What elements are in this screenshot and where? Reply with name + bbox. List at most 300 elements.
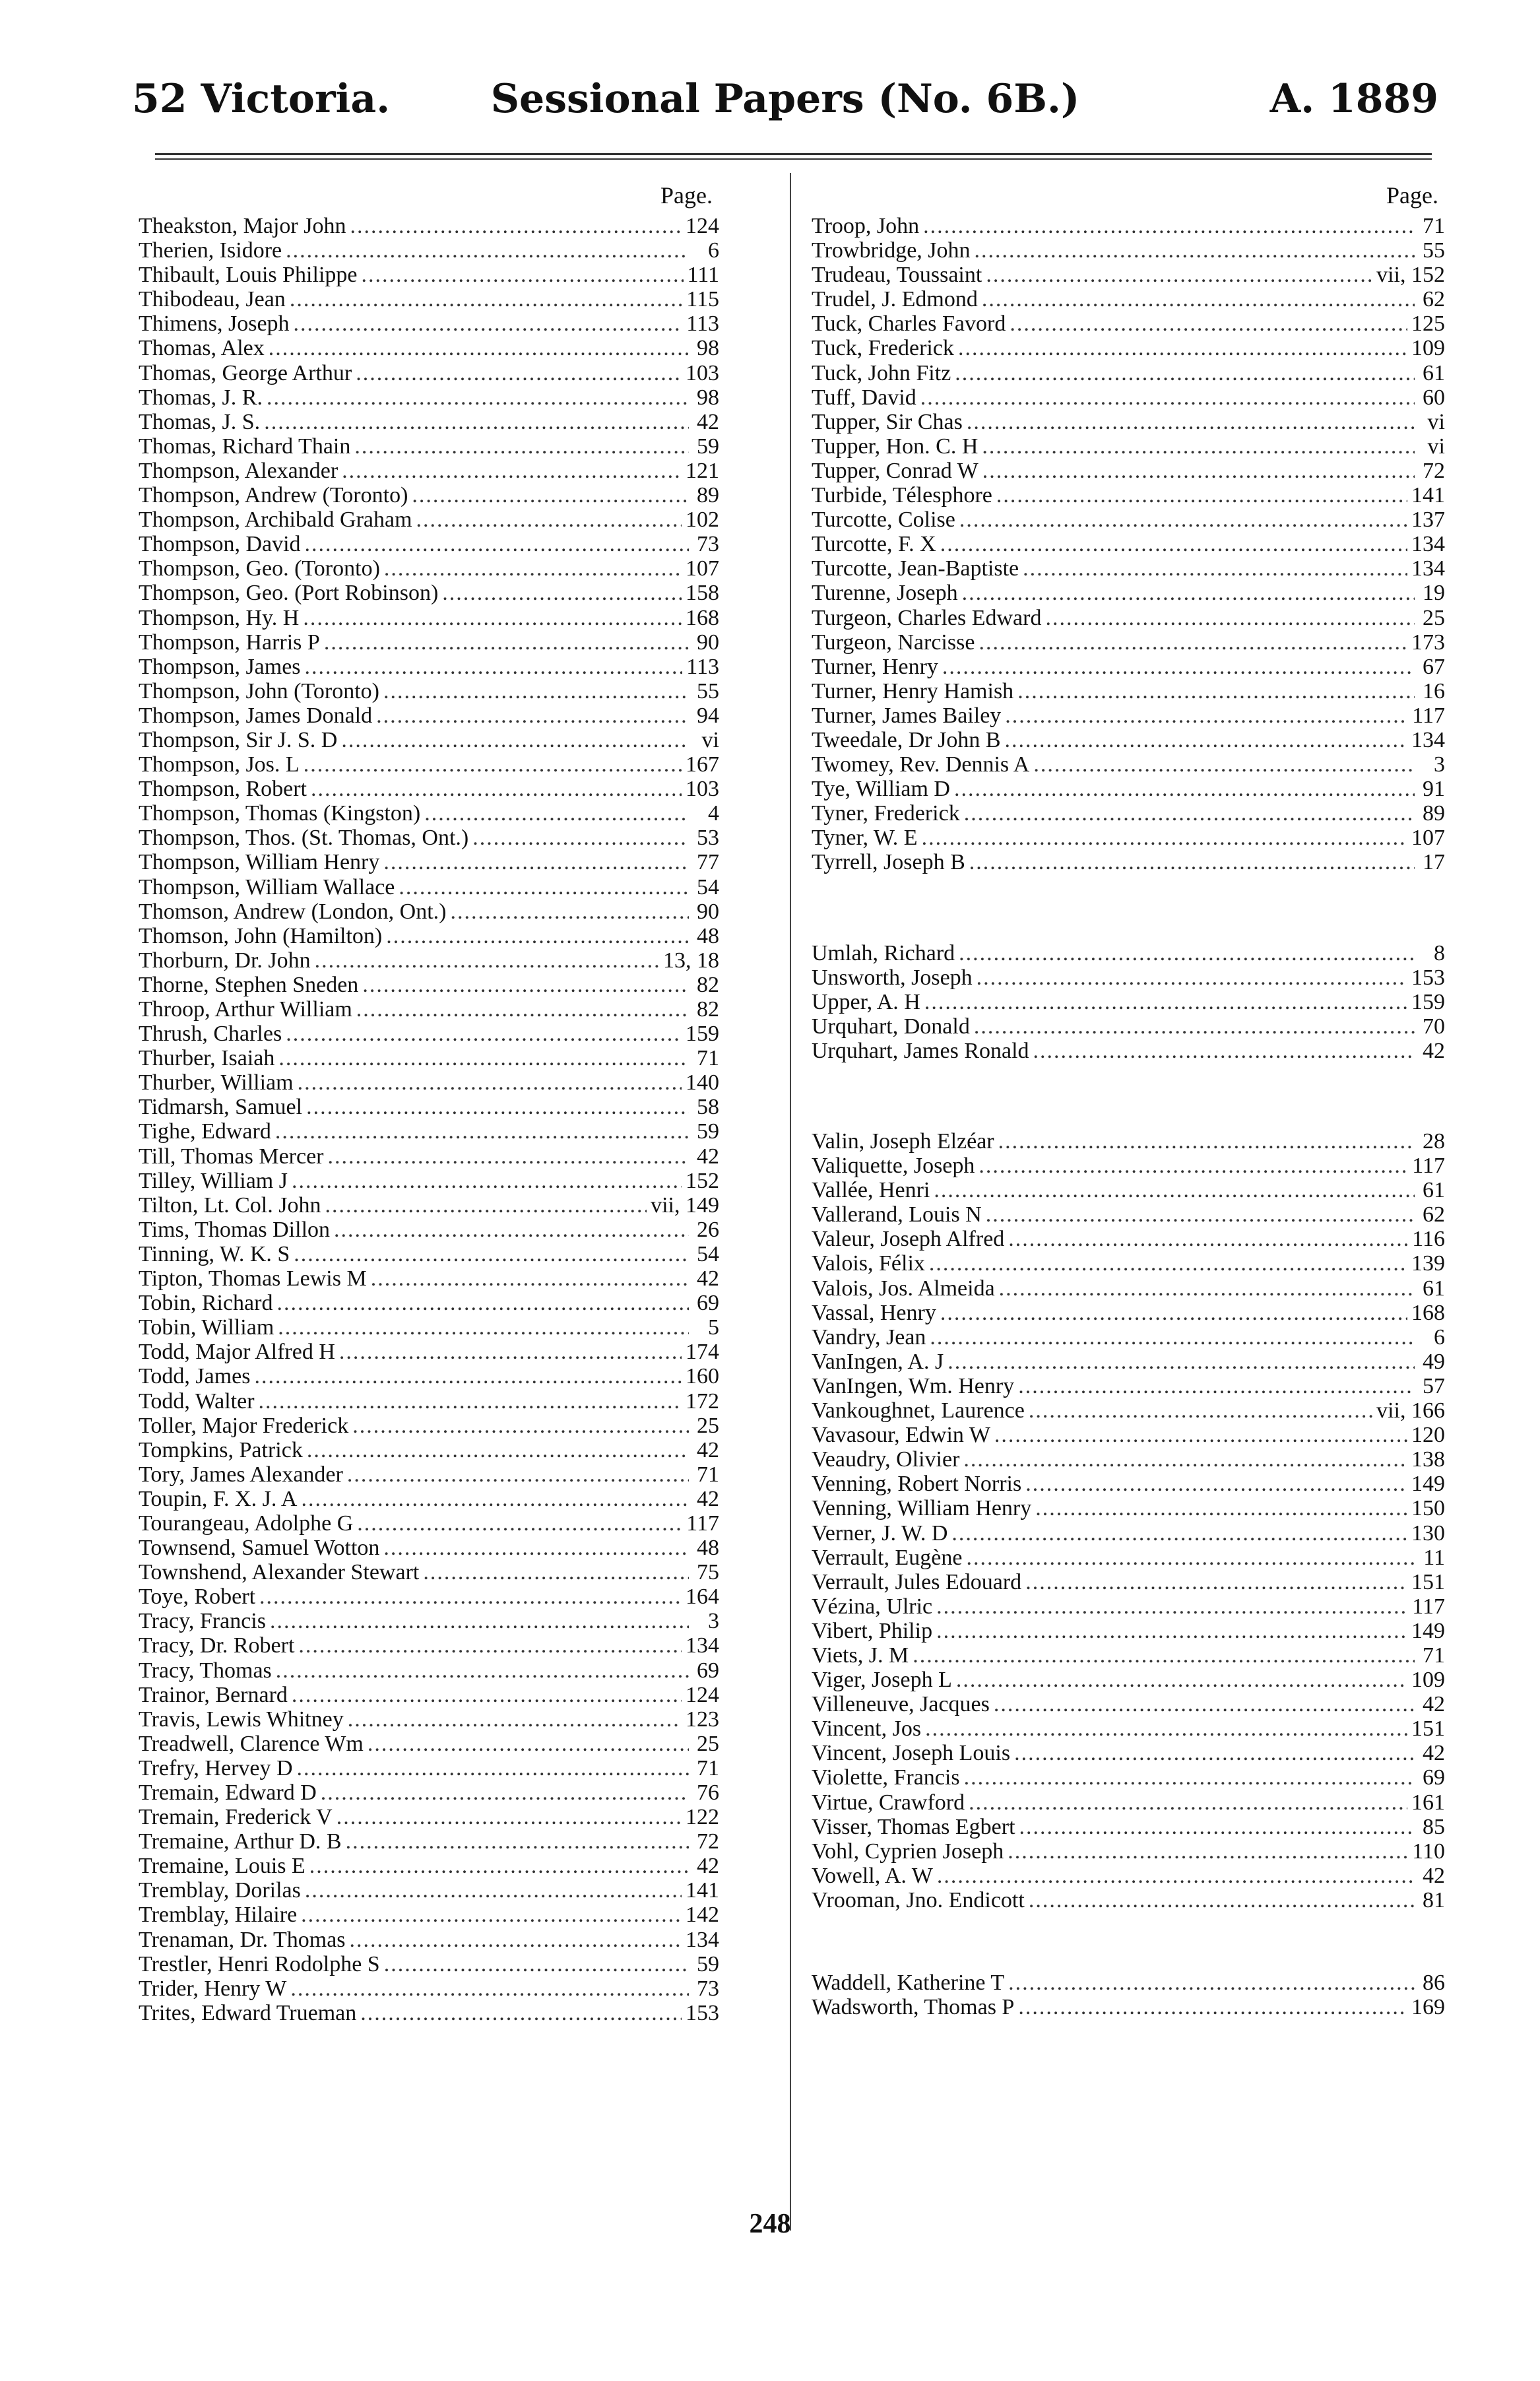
entry-page: 110 bbox=[1412, 1839, 1445, 1864]
index-entry bbox=[139, 973, 719, 997]
dot-leader bbox=[412, 483, 689, 507]
entry-name: Venning, Robert Norris bbox=[812, 1472, 1022, 1497]
index-entry bbox=[812, 336, 1445, 360]
entry-name: Thompson, Thos. (St. Thomas, Ont.) bbox=[139, 826, 469, 851]
page-number: 248 bbox=[749, 2209, 791, 2239]
dot-leader bbox=[384, 556, 682, 581]
index-entry bbox=[812, 1716, 1445, 1741]
group-gap bbox=[812, 1912, 1445, 1971]
entry-name: Tuck, Charles Favord bbox=[812, 311, 1006, 337]
entry-name: Vowell, A. W bbox=[812, 1863, 933, 1888]
entry-page: 69 bbox=[697, 1658, 719, 1683]
entry-name: Valeur, Joseph Alfred bbox=[812, 1227, 1005, 1252]
index-entry bbox=[139, 287, 719, 311]
entry-name: Vandry, Jean bbox=[812, 1324, 926, 1350]
dot-leader bbox=[357, 1511, 682, 1536]
index-entry bbox=[812, 410, 1445, 434]
index-entry bbox=[139, 556, 719, 581]
dot-leader bbox=[278, 1315, 689, 1340]
index-entry bbox=[139, 1584, 719, 1609]
entry-page: 168 bbox=[1411, 1300, 1445, 1325]
entry-page: 103 bbox=[686, 777, 719, 802]
index-entry bbox=[812, 1570, 1445, 1594]
index-entry bbox=[812, 703, 1445, 728]
entry-page: 125 bbox=[1411, 311, 1445, 337]
dot-leader bbox=[309, 1854, 689, 1878]
index-entry bbox=[139, 263, 719, 287]
dot-leader bbox=[294, 1242, 689, 1266]
dot-leader bbox=[955, 361, 1415, 385]
entry-name: Turner, James Bailey bbox=[812, 703, 1002, 728]
entry-page: 54 bbox=[697, 874, 719, 899]
index-entry bbox=[812, 1301, 1445, 1325]
entry-name: Tilton, Lt. Col. John bbox=[139, 1192, 321, 1218]
entry-page: vii, 149 bbox=[651, 1192, 719, 1218]
index-entry bbox=[139, 752, 719, 777]
entry-page: 122 bbox=[686, 1805, 719, 1830]
dot-leader bbox=[922, 826, 1407, 850]
entry-name: Thibault, Louis Philippe bbox=[139, 263, 358, 288]
index-entry bbox=[139, 361, 719, 385]
index-entry bbox=[139, 1854, 719, 1878]
entry-name: Twomey, Rev. Dennis A bbox=[812, 752, 1030, 777]
entry-page: 90 bbox=[697, 630, 719, 655]
entry-page: 3 bbox=[1434, 752, 1445, 777]
index-entry bbox=[139, 630, 719, 655]
index-entry bbox=[812, 1276, 1445, 1301]
index-entry bbox=[812, 1202, 1445, 1227]
dot-leader bbox=[255, 1364, 682, 1388]
dot-leader bbox=[423, 1560, 689, 1584]
entry-page: 49 bbox=[1423, 1349, 1445, 1374]
dot-leader bbox=[1025, 1570, 1407, 1594]
dot-leader bbox=[1033, 752, 1415, 777]
entry-page: 71 bbox=[697, 1755, 719, 1780]
entry-name: Turner, Henry bbox=[812, 654, 938, 679]
dot-leader bbox=[1018, 1995, 1407, 2019]
entry-name: Thompson, John (Toronto) bbox=[139, 678, 379, 703]
dot-leader bbox=[1010, 311, 1407, 336]
entry-page: 62 bbox=[1423, 287, 1445, 312]
entry-page: 160 bbox=[686, 1364, 719, 1389]
dot-leader bbox=[383, 850, 689, 874]
entry-name: Umlah, Richard bbox=[812, 940, 955, 965]
group-gap bbox=[812, 1063, 1445, 1129]
dot-leader bbox=[956, 1668, 1407, 1692]
entry-name: Tobin, William bbox=[139, 1315, 274, 1340]
entry-page: 73 bbox=[697, 1976, 719, 2001]
index-entry bbox=[812, 1765, 1445, 1790]
entry-name: Tuck, John Fitz bbox=[812, 360, 951, 385]
entry-name: Thompson, James Donald bbox=[139, 703, 373, 728]
header-rule-thin bbox=[155, 158, 1432, 160]
entry-name: Thomas, J. R. bbox=[139, 385, 263, 410]
entry-page: 62 bbox=[1423, 1202, 1445, 1227]
entry-page: 17 bbox=[1423, 850, 1445, 875]
left-index-column bbox=[139, 177, 719, 2025]
entry-name: Tremaine, Arthur D. B bbox=[139, 1829, 342, 1854]
index-entry bbox=[812, 1839, 1445, 1864]
entry-page: 159 bbox=[686, 1022, 719, 1047]
index-entry bbox=[812, 1227, 1445, 1251]
entry-page: 113 bbox=[686, 654, 719, 679]
dot-leader bbox=[977, 965, 1407, 990]
entry-name: Trainor, Bernard bbox=[139, 1682, 288, 1707]
dot-leader bbox=[321, 1780, 689, 1805]
index-entry bbox=[139, 1242, 719, 1266]
index-entry bbox=[139, 1903, 719, 1927]
index-entry bbox=[139, 238, 719, 263]
dot-leader bbox=[974, 1014, 1415, 1039]
entry-page: 139 bbox=[1411, 1251, 1445, 1276]
index-entry bbox=[139, 1022, 719, 1046]
dot-leader bbox=[996, 483, 1407, 507]
entry-name: Tremain, Frederick V bbox=[139, 1805, 333, 1830]
index-entry bbox=[139, 1829, 719, 1854]
entry-name: Theakston, Major John bbox=[139, 214, 346, 238]
dot-leader bbox=[350, 1928, 682, 1952]
entry-page: 59 bbox=[697, 434, 719, 459]
index-entry bbox=[812, 606, 1445, 630]
index-entry bbox=[139, 1487, 719, 1511]
dot-leader bbox=[1008, 1971, 1415, 1995]
entry-name: Turner, Henry Hamish bbox=[812, 678, 1014, 703]
entry-name: Tipton, Thomas Lewis M bbox=[139, 1266, 367, 1291]
index-entry bbox=[812, 1864, 1445, 1888]
dot-leader bbox=[472, 826, 689, 850]
dot-leader bbox=[442, 581, 682, 605]
entry-page: 42 bbox=[1423, 1741, 1445, 1766]
dot-leader bbox=[416, 507, 682, 532]
entry-name: Upper, A. H bbox=[812, 989, 920, 1014]
entry-name: Tory, James Alexander bbox=[139, 1462, 343, 1487]
dot-leader bbox=[267, 385, 689, 410]
entry-page: 61 bbox=[1423, 360, 1445, 385]
index-entry bbox=[812, 1178, 1445, 1202]
index-entry bbox=[139, 1462, 719, 1487]
dot-leader bbox=[954, 777, 1415, 801]
dot-leader bbox=[929, 1251, 1407, 1276]
entry-name: Tracy, Dr. Robert bbox=[139, 1633, 295, 1658]
entry-name: Townsend, Samuel Wotton bbox=[139, 1536, 380, 1561]
index-entry bbox=[139, 1438, 719, 1462]
entry-name: Urquhart, James Ronald bbox=[812, 1038, 1029, 1063]
entry-page: 59 bbox=[697, 1119, 719, 1144]
entry-page: 73 bbox=[697, 532, 719, 557]
index-entry bbox=[812, 556, 1445, 581]
entry-name: Tremain, Edward D bbox=[139, 1780, 317, 1805]
entry-page: 152 bbox=[686, 1168, 719, 1193]
entry-page: 174 bbox=[686, 1340, 719, 1365]
entry-name: Venning, William Henry bbox=[812, 1496, 1032, 1521]
entry-name: Tyner, W. E bbox=[812, 826, 918, 851]
index-entry bbox=[812, 1790, 1445, 1815]
index-entry bbox=[139, 679, 719, 703]
index-entry bbox=[812, 1398, 1445, 1423]
dot-leader bbox=[361, 263, 683, 287]
entry-name: Thurber, Isaiah bbox=[139, 1046, 275, 1071]
entry-page: 172 bbox=[686, 1388, 719, 1414]
entry-page: 164 bbox=[686, 1584, 719, 1610]
entry-page: 55 bbox=[697, 678, 719, 703]
entry-page: 69 bbox=[1423, 1765, 1445, 1790]
dot-leader bbox=[967, 410, 1415, 434]
entry-page: 109 bbox=[1411, 1668, 1445, 1693]
dot-leader bbox=[292, 1683, 682, 1707]
entry-page: 25 bbox=[1423, 605, 1445, 630]
entry-name: Tremaine, Louis E bbox=[139, 1854, 305, 1879]
entry-page: 59 bbox=[697, 1951, 719, 1976]
dot-leader bbox=[259, 1584, 682, 1609]
index-entry bbox=[139, 1266, 719, 1291]
entry-name: Turcotte, F. X bbox=[812, 532, 936, 557]
entry-page: 173 bbox=[1411, 630, 1445, 655]
entry-page: 134 bbox=[1411, 727, 1445, 752]
index-entry bbox=[812, 679, 1445, 703]
dot-leader bbox=[348, 1707, 682, 1732]
entry-page: 25 bbox=[697, 1731, 719, 1756]
entry-page: 137 bbox=[1411, 507, 1445, 533]
index-entry bbox=[812, 1521, 1445, 1546]
header-year: A. 1889 bbox=[1269, 76, 1438, 122]
entry-page: 150 bbox=[1411, 1496, 1445, 1521]
right-index-column bbox=[812, 177, 1445, 2019]
dot-leader bbox=[290, 287, 682, 311]
entry-name: Turenne, Joseph bbox=[812, 581, 958, 606]
entry-name: Tyner, Frederick bbox=[812, 801, 960, 826]
index-entry bbox=[812, 434, 1445, 459]
index-entry bbox=[139, 1315, 719, 1340]
index-entry bbox=[812, 728, 1445, 752]
entry-name: Trestler, Henri Rodolphe S bbox=[139, 1951, 380, 1976]
dot-leader bbox=[999, 1276, 1415, 1301]
entry-name: Vibert, Philip bbox=[812, 1618, 933, 1643]
dot-leader bbox=[982, 434, 1415, 459]
dot-leader bbox=[259, 1389, 682, 1414]
dot-leader bbox=[371, 1266, 689, 1291]
entry-page: 98 bbox=[697, 385, 719, 410]
index-entry bbox=[812, 1154, 1445, 1178]
entry-name: Toupin, F. X. J. A bbox=[139, 1486, 298, 1511]
dot-leader bbox=[327, 1144, 689, 1169]
entry-page: 81 bbox=[1423, 1887, 1445, 1912]
dot-leader bbox=[346, 1829, 689, 1854]
entry-name: Valois, Félix bbox=[812, 1251, 925, 1276]
dot-leader bbox=[936, 1619, 1407, 1643]
index-entry bbox=[812, 507, 1445, 532]
dot-leader bbox=[305, 655, 683, 679]
dot-leader bbox=[294, 311, 683, 336]
dot-leader bbox=[307, 1438, 689, 1462]
index-entry bbox=[812, 311, 1445, 336]
entry-page: 82 bbox=[697, 997, 719, 1022]
index-entry bbox=[139, 948, 719, 973]
entry-name: Therien, Isidore bbox=[139, 238, 282, 263]
dot-leader bbox=[930, 1325, 1415, 1350]
entry-page: vi bbox=[1427, 409, 1445, 434]
dot-leader bbox=[951, 1521, 1407, 1546]
index-entry bbox=[139, 1658, 719, 1683]
entry-name: Virtue, Crawford bbox=[812, 1790, 965, 1815]
index-entry bbox=[139, 1340, 719, 1364]
index-entry bbox=[139, 2001, 719, 2025]
entry-name: Thompson, Archibald Graham bbox=[139, 507, 412, 533]
dot-leader bbox=[979, 630, 1407, 655]
dot-leader bbox=[966, 1546, 1415, 1570]
index-entry bbox=[812, 532, 1445, 556]
index-entry bbox=[139, 606, 719, 630]
entry-name: Trudeau, Toussaint bbox=[812, 263, 982, 288]
entry-name: Visser, Thomas Egbert bbox=[812, 1814, 1015, 1839]
index-entry bbox=[812, 1472, 1445, 1496]
index-entry bbox=[139, 1070, 719, 1095]
entry-page: 5 bbox=[708, 1315, 719, 1340]
entry-name: Vallée, Henri bbox=[812, 1178, 930, 1203]
entry-page: 42 bbox=[697, 1144, 719, 1169]
index-entry bbox=[812, 965, 1445, 990]
entry-page: 55 bbox=[1423, 238, 1445, 263]
index-entry bbox=[812, 826, 1445, 850]
entry-page: 42 bbox=[1423, 1038, 1445, 1063]
entry-name: Violette, Francis bbox=[812, 1765, 960, 1790]
dot-leader bbox=[1014, 1741, 1415, 1765]
entry-page: 48 bbox=[697, 923, 719, 948]
dot-leader bbox=[292, 1169, 682, 1193]
dot-leader bbox=[1029, 1888, 1415, 1912]
entry-page: 61 bbox=[1423, 1178, 1445, 1203]
dot-leader bbox=[324, 630, 689, 655]
dot-leader bbox=[270, 1609, 689, 1633]
entry-name: Thompson, Alexander bbox=[139, 458, 338, 483]
index-entry bbox=[812, 655, 1445, 679]
entry-page: 107 bbox=[686, 556, 719, 581]
entry-page: 140 bbox=[686, 1070, 719, 1095]
header-session: 52 Victoria. bbox=[132, 76, 391, 122]
dot-leader bbox=[356, 361, 682, 385]
dot-leader bbox=[920, 385, 1415, 410]
entry-page: 98 bbox=[697, 336, 719, 361]
dot-leader bbox=[275, 1119, 689, 1144]
entry-name: Turcotte, Colise bbox=[812, 507, 955, 533]
index-entry bbox=[812, 1546, 1445, 1570]
dot-leader bbox=[376, 703, 689, 728]
index-entry bbox=[812, 1447, 1445, 1472]
dot-leader bbox=[306, 1095, 689, 1119]
index-entry bbox=[139, 1780, 719, 1805]
entry-name: Thomson, Andrew (London, Ont.) bbox=[139, 899, 447, 924]
entry-page: 103 bbox=[686, 360, 719, 385]
entry-name: Tupper, Sir Chas bbox=[812, 409, 963, 434]
dot-leader bbox=[924, 990, 1407, 1014]
page-column-label: Page. bbox=[660, 182, 713, 209]
entry-page: vi bbox=[1427, 434, 1445, 459]
index-entry bbox=[139, 1732, 719, 1756]
dot-leader bbox=[305, 1878, 682, 1903]
entry-name: Tuck, Frederick bbox=[812, 336, 954, 361]
index-entry bbox=[139, 1928, 719, 1952]
entry-page: 61 bbox=[1423, 1276, 1445, 1301]
index-entry bbox=[812, 483, 1445, 507]
index-entry bbox=[812, 238, 1445, 263]
entry-name: Vankoughnet, Laurence bbox=[812, 1398, 1025, 1423]
entry-name: Thompson, David bbox=[139, 532, 301, 557]
entry-name: Till, Thomas Mercer bbox=[139, 1144, 324, 1169]
entry-name: Thompson, Sir J. S. D bbox=[139, 727, 338, 752]
entry-page: 53 bbox=[697, 826, 719, 851]
index-entry bbox=[139, 1364, 719, 1388]
entry-page: 42 bbox=[697, 1854, 719, 1879]
dot-leader bbox=[341, 728, 689, 752]
index-entry bbox=[139, 655, 719, 679]
entry-name: Turbide, Télesphore bbox=[812, 483, 992, 508]
index-entry bbox=[812, 214, 1445, 238]
index-entry bbox=[139, 1805, 719, 1829]
index-entry bbox=[812, 287, 1445, 311]
entry-name: Turgeon, Charles Edward bbox=[812, 605, 1042, 630]
index-entry bbox=[139, 1291, 719, 1315]
dot-leader bbox=[337, 1805, 682, 1829]
dot-leader bbox=[352, 1414, 689, 1438]
entry-page: 70 bbox=[1423, 1014, 1445, 1039]
dot-leader bbox=[958, 336, 1407, 360]
entry-name: Tremblay, Dorilas bbox=[139, 1878, 301, 1903]
dot-leader bbox=[962, 581, 1415, 605]
entry-page: 149 bbox=[1411, 1618, 1445, 1643]
entry-page: 57 bbox=[1423, 1373, 1445, 1398]
entry-page: vii, 166 bbox=[1376, 1398, 1445, 1423]
entry-page: 71 bbox=[697, 1462, 719, 1487]
index-entry bbox=[139, 1707, 719, 1732]
index-entry bbox=[139, 1095, 719, 1119]
entry-page: 11 bbox=[1423, 1545, 1445, 1570]
entry-name: Tinning, W. K. S bbox=[139, 1241, 290, 1266]
entry-page: vi bbox=[701, 727, 719, 752]
index-entry bbox=[812, 1692, 1445, 1716]
entry-name: Tupper, Hon. C. H bbox=[812, 434, 979, 459]
index-entry bbox=[139, 997, 719, 1022]
entry-page: vii, 152 bbox=[1376, 263, 1445, 288]
dot-leader bbox=[994, 1423, 1407, 1447]
entry-page: 60 bbox=[1423, 385, 1445, 410]
index-entry bbox=[812, 1741, 1445, 1765]
dot-leader bbox=[1019, 1815, 1415, 1839]
entry-page: 116 bbox=[1412, 1227, 1445, 1252]
entry-page: 109 bbox=[1411, 336, 1445, 361]
entry-name: VanIngen, A. J bbox=[812, 1349, 944, 1374]
dot-leader bbox=[350, 214, 682, 238]
dot-leader bbox=[959, 507, 1407, 532]
dot-leader bbox=[302, 1487, 690, 1511]
entry-page: 42 bbox=[1423, 1692, 1445, 1717]
dot-leader bbox=[975, 238, 1415, 263]
dot-leader bbox=[964, 1765, 1415, 1790]
dot-leader bbox=[276, 1658, 689, 1683]
dot-leader bbox=[290, 1976, 689, 2001]
dot-leader bbox=[982, 459, 1415, 483]
entry-page: 69 bbox=[697, 1291, 719, 1316]
entry-page: 71 bbox=[1423, 1643, 1445, 1668]
entry-name: Tilley, William J bbox=[139, 1168, 288, 1193]
entry-page: 6 bbox=[708, 238, 719, 263]
dot-leader bbox=[298, 1070, 682, 1095]
entry-name: Thibodeau, Jean bbox=[139, 287, 286, 312]
dot-leader bbox=[384, 1952, 689, 1976]
entry-name: Veaudry, Olivier bbox=[812, 1447, 960, 1472]
entry-name: Valois, Jos. Almeida bbox=[812, 1276, 995, 1301]
dot-leader bbox=[325, 1193, 647, 1218]
index-entry bbox=[812, 1594, 1445, 1619]
entry-page: 28 bbox=[1423, 1129, 1445, 1154]
